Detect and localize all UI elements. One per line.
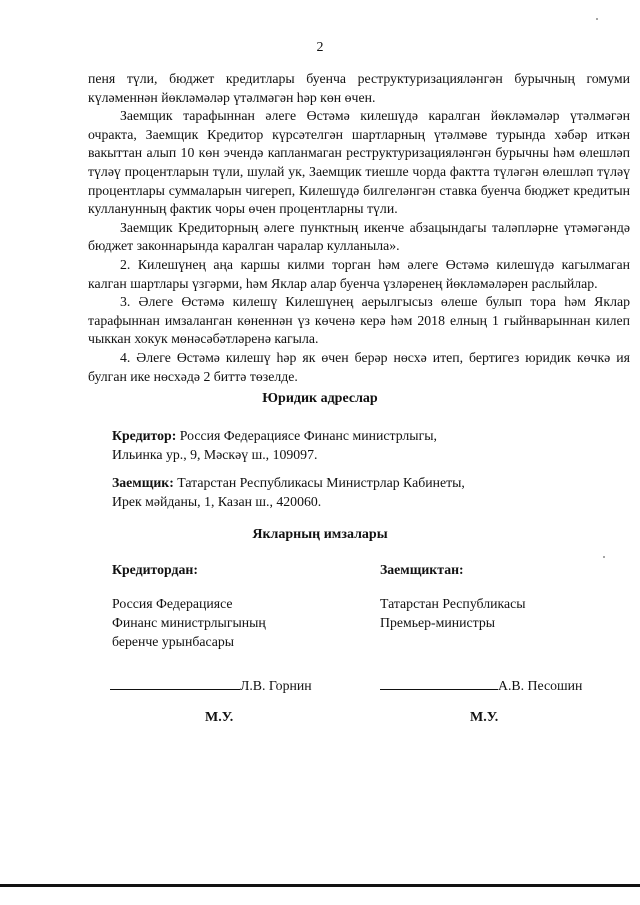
- legal-addresses-title: Юридик адреслар: [262, 391, 378, 406]
- creditor-signer-title-line: Россия Федерациясе: [112, 596, 233, 611]
- paragraph: Заемщик тарафыннан әлеге Өстәмә килешүдә каралган йөкләмәләр үтәлмәгән очракта, Заемщик Кредитор күрсәтелгән шартларның үтәлмәве турында хәбәр иткән вакыттан алып 10 көн эчендә капланмаган реструктуризацияләнгән бурычны һәм өлешләп түләү процентларын түли, шулай ук, Заемщик тиешле чорда фактта түләгән өлешләп түләү процентлары суммаларын чигереп, Килешүдә билгеләнгән ставка буенча бюджет кредитын кулланунның фактик чоры өчен процентларны түли.: [88, 108, 630, 217]
- page-number: 2: [316, 40, 324, 55]
- creditor-signer-name: Л.В. Горнин: [240, 678, 312, 693]
- borrower-signature-heading: Заемщиктан:: [380, 562, 464, 577]
- creditor-signature-line: [110, 677, 312, 694]
- creditor-signer-title-line: беренче урынбасары: [112, 634, 235, 649]
- borrower-signature-line: [380, 677, 582, 694]
- scan-speck: [603, 556, 605, 558]
- signature-rule: [110, 677, 240, 690]
- borrower-address: Ирек мәйданы, 1, Казан ш., 420060.: [112, 494, 322, 509]
- paragraph: 2. Килешүнең аңа каршы килми торган һәм әлеге Өстәмә килешүдә кагылмаган калган шартлары үзгәрми, һәм Яклар алар буенча үзләренең йөкләмәләрен раслыйлар.: [88, 256, 630, 291]
- paragraph: 4. Әлеге Өстәмә килешү һәр як өчен берәр нөсхә итеп, бертигез юридик көчкә ия булган ике нөсхәдә 2 биттә төзелде.: [88, 349, 630, 384]
- paragraph: Заемщик Кредиторның әлеге пунктның икенче абзацындагы таләпләрне үтәмәгәндә бюджет законнарында каралган чаралар кулланыла».: [88, 219, 630, 254]
- signature-rule: [380, 677, 498, 690]
- borrower-address-block: [112, 473, 572, 511]
- borrower-name: Татарстан Республикасы Министрлар Кабинеты,: [177, 475, 465, 490]
- borrower-signer-name: А.В. Песошин: [498, 678, 583, 693]
- scan-speck: [596, 18, 598, 20]
- paragraph: пеня түли, бюджет кредитлары буенча реструктуризацияләнгән бурычның гомуми күләменнән йөкләмәләр үтәлмәгән һәр көн өчен.: [88, 71, 630, 105]
- creditor-label: Кредитор:: [112, 428, 177, 443]
- borrower-signer-title-line: Премьер-министры: [380, 615, 495, 630]
- borrower-seal-place: М.У.: [470, 710, 499, 725]
- creditor-seal-place: М.У.: [205, 710, 234, 725]
- signatures-title: Якларның имзалары: [252, 527, 388, 542]
- creditor-signature-heading: Кредитордан:: [112, 562, 198, 577]
- creditor-address: Ильинка ур., 9, Мәскәү ш., 109097.: [112, 447, 318, 462]
- signature-right-column: [380, 560, 526, 632]
- borrower-signer-title-line: Татарстан Республикасы: [380, 596, 526, 611]
- signature-left-column: [112, 560, 266, 651]
- body-text: [88, 70, 630, 386]
- paragraph: 3. Әлеге Өстәмә килешү Килешүнең аерылгысыз өлеше булып тора һәм Яклар тарафыннан имзаланган көненнән үз көченә керә һәм 2018 елның 1 гыйнварыннан килеп чыккан хокук мөнәсәбәтләренә кагыла.: [88, 294, 630, 347]
- creditor-name: Россия Федерациясе Финанс министрлыгы,: [179, 428, 437, 443]
- scan-bottom-edge: [0, 884, 640, 887]
- creditor-signer-title-line: Финанс министрлыгының: [112, 615, 266, 630]
- creditor-address-block: [112, 426, 572, 464]
- borrower-label: Заемщик:: [112, 475, 174, 490]
